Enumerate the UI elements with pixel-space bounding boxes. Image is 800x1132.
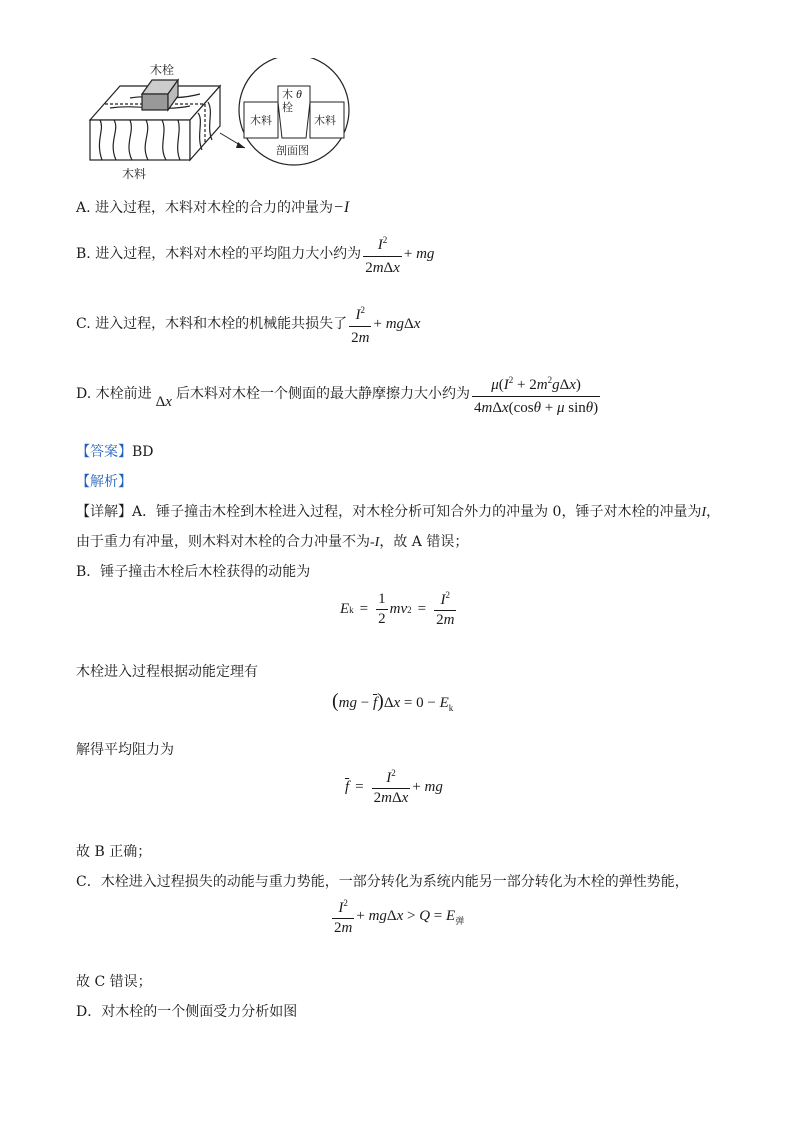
equation-energy-loss: $\frac{I^2}{2m}$ + $mg\Delta x > Q = E_弹$ [334,898,465,936]
analysis-c-line1: C．木栓进入过程损失的动能与重力势能，一部分转化为系统内能另一部分转化为木栓的弹性势能， [76,874,689,890]
analysis-a-line2: 由于重力有冲量，则木料对木栓的合力冲量不为-I，故 A 错误； [76,534,469,550]
analysis-b-conclusion: 故 B 正确； [76,844,152,860]
option-d-text-2: 后木料对木栓一个侧面的最大静摩擦力大小约为 [175,386,470,402]
equation-work-energy: $(mg - \overline{f})\Delta x = 0 - E_k$ [332,690,454,713]
option-b: B. 进入过程，木料对木栓的平均阻力大小约为 $\frac{I^2}{\text{2mΔx}}$ + mg [76,230,434,278]
analysis-tag: 【解析】 [76,474,132,490]
analysis-b-line2: 木栓进入过程根据动能定理有 [76,664,258,680]
option-c-fraction: $\frac{I^2}{2m}$ [351,305,370,346]
option-a [76,198,349,218]
equation-average-resistance: $\overline{f}$ = $\frac{I^2}{\text{2mΔx}}$ + mg [345,768,443,806]
option-b-fraction: $\frac{I^2}{\text{2mΔx}}$ [365,235,400,276]
svg-text:木: 木 [282,88,293,101]
option-b-text: B. 进入过程，木料对木栓的平均阻力大小约为 [76,246,362,262]
peg-label: 木栓 [150,63,175,77]
analysis-d-line1: D．对木栓的一个侧面受力分析如图 [76,1004,298,1020]
detail-tag: 【详解】 [76,504,132,520]
option-a-math: −I [333,199,350,216]
option-a-text: A. 进入过程，木料对木栓的合力的冲量为 [76,200,334,216]
svg-text:剖面图: 剖面图 [276,144,309,157]
section-inset [239,58,349,165]
svg-text:木料: 木料 [314,114,336,127]
answer-tag: 【答案】 [76,444,132,460]
svg-text:木料: 木料 [250,114,272,127]
answer-line [76,442,154,462]
wood-label: 木料 [122,167,147,181]
option-d: D. 木栓前进 Δx 后木料对木栓一个侧面的最大静摩擦力大小约为 $\frac{\mu(I^2 + 2m^2g\Delta x)}{\text{4mΔx(cosθ + μ sinθ)}}$ [76,370,602,418]
option-c-text: C. 进入过程，木料和木栓的机械能共损失了 [76,316,348,332]
analysis-a-line1: 【详解】A．锤子撞击木栓到木栓进入过程，对木栓分析可知合外力的冲量为 0，锤子对木栓的冲量为I， [76,504,721,520]
equation-kinetic-energy: E k = $\frac{1}{2}$ mv 2 = $\frac{I^2}{2m}$ [340,590,455,628]
option-d-fraction: $\frac{\mu(I^2 + 2m^2g\Delta x)}{\text{4mΔx(cosθ + μ sinθ)}}$ [473,375,599,416]
svg-text:θ: θ [296,87,302,101]
svg-text:栓: 栓 [282,101,293,114]
analysis-b-line1: B．锤子撞击木栓后木栓获得的动能为 [76,564,311,580]
wood-peg-figure [80,58,360,188]
option-d-text-1: D. 木栓前进 [76,386,152,402]
analysis-b-line3: 解得平均阻力为 [76,742,174,758]
option-c: C. 进入过程，木料和木栓的机械能共损失了 $\frac{I^2}{2m}$ + mgΔx [76,300,420,348]
analysis-c-conclusion: 故 C 错误； [76,974,152,990]
answer-value: BD [132,444,154,460]
